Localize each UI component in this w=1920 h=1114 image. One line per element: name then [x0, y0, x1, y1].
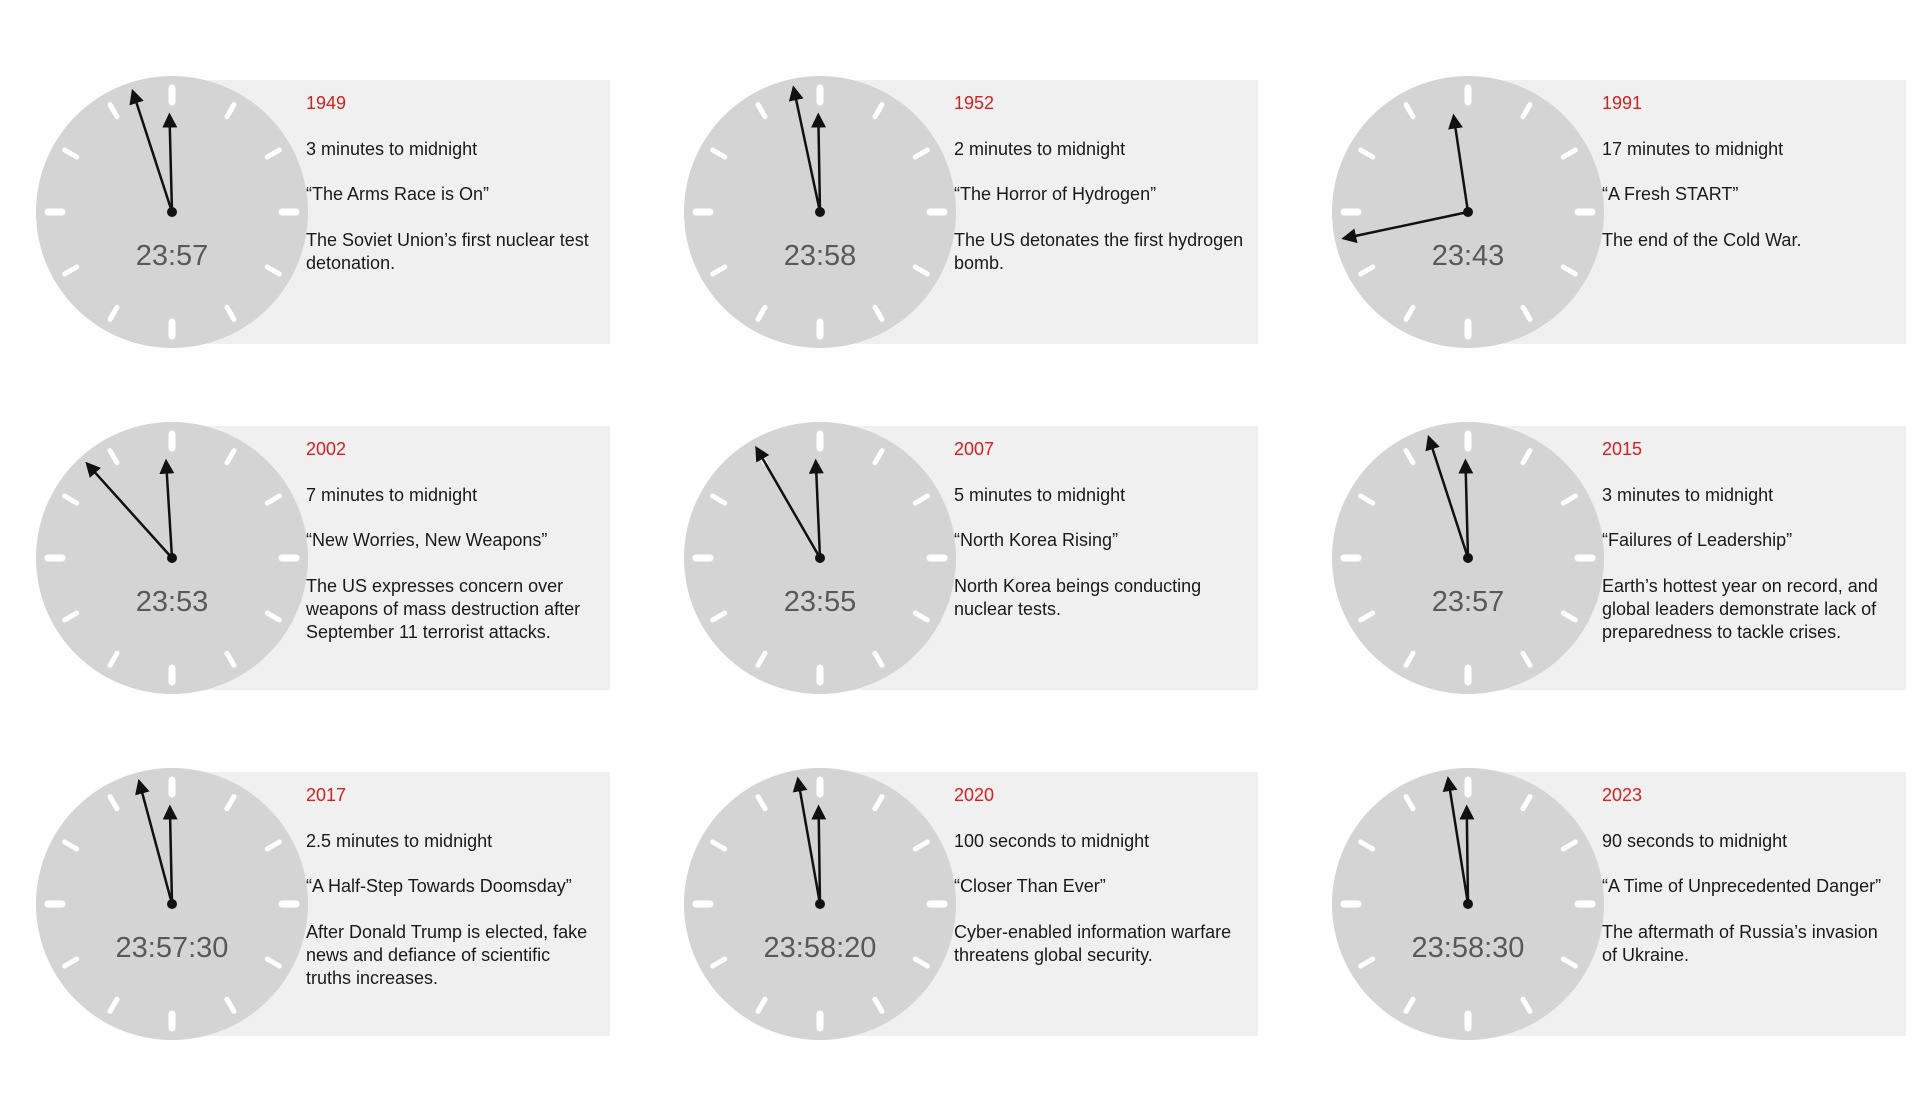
clock-time: 23:43 — [1431, 240, 1505, 272]
year-label: 2015 — [1602, 439, 1643, 459]
clock-face — [36, 768, 308, 1040]
clock-face — [1332, 768, 1604, 1040]
clock-text — [1602, 438, 1892, 644]
clock-text — [954, 92, 1244, 275]
minutes-to-midnight: 3 minutes to midnight — [1602, 485, 1774, 505]
clock-description: Earth’s hottest year on record, and global leaders demonstrate lack of preparedness to tackle crises. — [1602, 576, 1878, 642]
year-label: 1952 — [954, 93, 995, 113]
clock-text — [1602, 92, 1892, 252]
clock-time: 23:53 — [135, 586, 209, 618]
clock-title: “A Time of Unprecedented Danger” — [1602, 876, 1882, 896]
year-label: 2020 — [954, 785, 995, 805]
clock-card — [0, 76, 620, 348]
minutes-to-midnight: 90 seconds to midnight — [1602, 831, 1788, 851]
clock-card — [1296, 768, 1916, 1040]
minutes-to-midnight: 2.5 minutes to midnight — [306, 831, 493, 851]
clock-card — [1296, 422, 1916, 694]
clock-center-pin — [815, 899, 825, 909]
clock-text — [306, 438, 596, 644]
clock-card — [648, 76, 1268, 348]
year-label: 2023 — [1602, 785, 1643, 805]
minutes-to-midnight: 100 seconds to midnight — [954, 831, 1150, 851]
clock-face — [684, 768, 956, 1040]
clock-description: The US expresses concern over weapons of mass destruction after September 11 terrorist attacks. — [306, 576, 581, 642]
clock-center-pin — [815, 553, 825, 563]
clock-text — [1602, 784, 1892, 967]
clock-center-pin — [167, 899, 177, 909]
hour-hand — [818, 120, 820, 212]
clock-center-pin — [1463, 899, 1473, 909]
clock-face — [36, 76, 308, 348]
clock-center-pin — [167, 207, 177, 217]
clock-title: “The Horror of Hydrogen” — [954, 184, 1157, 204]
clock-time: 23:57:30 — [115, 932, 229, 964]
clock-center-pin — [815, 207, 825, 217]
clock-card — [648, 422, 1268, 694]
clock-title: “Failures of Leadership” — [1602, 530, 1793, 550]
hour-hand — [819, 812, 820, 904]
clock-description: Cyber-enabled information warfare threatens global security. — [954, 922, 1232, 965]
clock-title: “North Korea Rising” — [954, 530, 1119, 550]
clock-title: “The Arms Race is On” — [306, 184, 490, 204]
year-label: 1949 — [306, 93, 347, 113]
clock-face — [1332, 76, 1604, 348]
clock-title: “New Worries, New Weapons” — [306, 530, 548, 550]
clock-face — [684, 76, 956, 348]
year-label: 2002 — [306, 439, 347, 459]
clock-face — [1332, 422, 1604, 694]
clock-time: 23:58:20 — [763, 932, 877, 964]
clock-card — [0, 768, 620, 1040]
clock-card — [648, 768, 1268, 1040]
clock-description: The Soviet Union’s first nuclear test detonation. — [306, 230, 589, 273]
year-label: 2007 — [954, 439, 995, 459]
clock-time: 23:55 — [783, 586, 857, 618]
clock-title: “Closer Than Ever” — [954, 876, 1106, 896]
clock-time: 23:57 — [135, 240, 209, 272]
clock-center-pin — [1463, 207, 1473, 217]
minutes-to-midnight: 5 minutes to midnight — [954, 485, 1126, 505]
minutes-to-midnight: 2 minutes to midnight — [954, 139, 1126, 159]
minutes-to-midnight: 17 minutes to midnight — [1602, 139, 1784, 159]
clock-text — [306, 784, 596, 990]
clock-time: 23:58:30 — [1411, 932, 1525, 964]
clock-description: The end of the Cold War. — [1602, 230, 1802, 250]
year-label: 2017 — [306, 785, 347, 805]
clock-center-pin — [167, 553, 177, 563]
clock-card — [1296, 76, 1916, 348]
clock-description: After Donald Trump is elected, fake news and defiance of scientific truths increases. — [306, 922, 588, 988]
minutes-to-midnight: 7 minutes to midnight — [306, 485, 478, 505]
year-label: 1991 — [1602, 93, 1643, 113]
clock-description: The US detonates the first hydrogen bomb. — [954, 230, 1244, 273]
clock-title: “A Half-Step Towards Doomsday” — [306, 876, 572, 896]
clock-card — [0, 422, 620, 694]
clock-text — [306, 92, 596, 275]
clock-title: “A Fresh START” — [1602, 184, 1739, 204]
clock-text — [954, 784, 1244, 967]
clock-face — [684, 422, 956, 694]
clock-time: 23:57 — [1431, 586, 1505, 618]
clock-center-pin — [1463, 553, 1473, 563]
clock-face — [36, 422, 308, 694]
clock-description: The aftermath of Russia’s invasion of Ukraine. — [1602, 922, 1878, 965]
clock-time: 23:58 — [783, 240, 857, 272]
clock-text — [954, 438, 1244, 621]
minutes-to-midnight: 3 minutes to midnight — [306, 139, 478, 159]
clock-description: North Korea beings conducting nuclear tests. — [954, 576, 1202, 619]
